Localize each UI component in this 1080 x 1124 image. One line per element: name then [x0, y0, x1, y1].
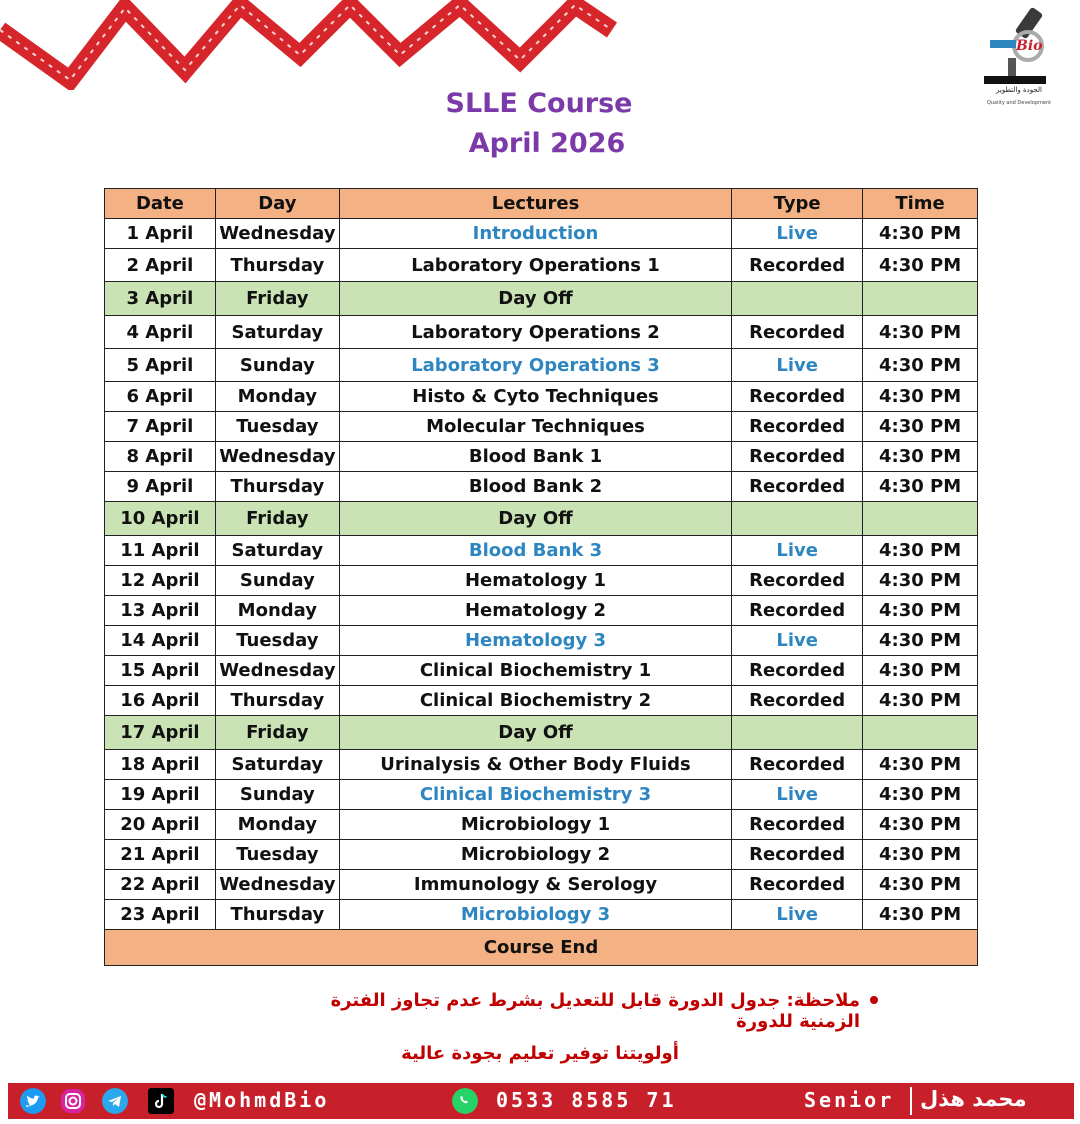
tiktok-icon[interactable]	[148, 1088, 174, 1114]
logo-brand: Bio	[1016, 38, 1043, 54]
cell-lecture: Immunology & Serology	[339, 870, 731, 900]
cell-time: 4:30 PM	[863, 750, 978, 780]
cell-day: Sunday	[215, 566, 339, 596]
table-row	[105, 596, 978, 626]
day-off-row	[105, 282, 978, 316]
cell-lecture: Day Off	[339, 282, 731, 316]
table-row	[105, 412, 978, 442]
cell-time: 4:30 PM	[863, 219, 978, 249]
table-header-row	[105, 189, 978, 219]
cell-lecture: Hematology 3	[339, 626, 731, 656]
cell-date: 9 April	[105, 472, 216, 502]
cell-type	[732, 716, 863, 750]
cell-date: 22 April	[105, 870, 216, 900]
cell-day: Tuesday	[215, 840, 339, 870]
table-row	[105, 780, 978, 810]
table-row	[105, 536, 978, 566]
footer-bar	[8, 1083, 1074, 1119]
table-row	[105, 900, 978, 930]
cell-time: 4:30 PM	[863, 382, 978, 412]
table-row	[105, 810, 978, 840]
cell-type: Recorded	[732, 316, 863, 349]
social-handle[interactable]: @MohmdBio	[194, 1088, 330, 1112]
cell-day: Wednesday	[215, 442, 339, 472]
cell-day: Wednesday	[215, 219, 339, 249]
table-row	[105, 219, 978, 249]
cell-date: 1 April	[105, 219, 216, 249]
cell-date: 2 April	[105, 249, 216, 282]
cell-day: Friday	[215, 716, 339, 750]
cell-date: 16 April	[105, 686, 216, 716]
cell-date: 6 April	[105, 382, 216, 412]
cell-time: 4:30 PM	[863, 596, 978, 626]
cell-day: Friday	[215, 502, 339, 536]
cell-time: 4:30 PM	[863, 626, 978, 656]
cell-time: 4:30 PM	[863, 656, 978, 686]
twitter-icon[interactable]	[20, 1088, 46, 1114]
table-row	[105, 349, 978, 382]
cell-date: 13 April	[105, 596, 216, 626]
cell-type: Recorded	[732, 382, 863, 412]
cell-date: 12 April	[105, 566, 216, 596]
page-title: SLLE Course	[445, 88, 633, 119]
cell-type: Live	[732, 900, 863, 930]
cell-type: Recorded	[732, 810, 863, 840]
cell-date: 18 April	[105, 750, 216, 780]
cell-time: 4:30 PM	[863, 566, 978, 596]
phone-number[interactable]: 0533 8585 71	[496, 1088, 677, 1112]
signature-role: Senior	[804, 1088, 895, 1112]
cell-date: 8 April	[105, 442, 216, 472]
cell-lecture: Laboratory Operations 3	[339, 349, 731, 382]
cell-time: 4:30 PM	[863, 686, 978, 716]
signature-divider	[910, 1087, 912, 1115]
course-end-row	[105, 930, 978, 966]
cell-time: 4:30 PM	[863, 810, 978, 840]
cell-type: Recorded	[732, 686, 863, 716]
cell-type: Recorded	[732, 472, 863, 502]
cell-date: 21 April	[105, 840, 216, 870]
telegram-icon[interactable]	[102, 1088, 128, 1114]
cell-date: 3 April	[105, 282, 216, 316]
cell-lecture: Day Off	[339, 716, 731, 750]
header-type: Type	[732, 189, 863, 219]
decorative-zigzag	[0, 0, 620, 90]
cell-type: Recorded	[732, 750, 863, 780]
header-day: Day	[215, 189, 339, 219]
cell-type: Recorded	[732, 249, 863, 282]
cell-time	[863, 282, 978, 316]
cell-time: 4:30 PM	[863, 349, 978, 382]
logo-caption: الجودة والتطوير	[996, 86, 1042, 94]
cell-type: Live	[732, 780, 863, 810]
cell-type: Recorded	[732, 656, 863, 686]
cell-day: Monday	[215, 596, 339, 626]
schedule-table	[104, 188, 978, 966]
cell-time: 4:30 PM	[863, 780, 978, 810]
table-row	[105, 870, 978, 900]
cell-day: Thursday	[215, 249, 339, 282]
page-subtitle: April 2026	[468, 128, 626, 159]
cell-lecture: Histo & Cyto Techniques	[339, 382, 731, 412]
cell-day: Tuesday	[215, 626, 339, 656]
cell-day: Saturday	[215, 536, 339, 566]
cell-time: 4:30 PM	[863, 536, 978, 566]
cell-day: Wednesday	[215, 870, 339, 900]
cell-lecture: Clinical Biochemistry 3	[339, 780, 731, 810]
cell-lecture: Microbiology 2	[339, 840, 731, 870]
cell-time: 4:30 PM	[863, 870, 978, 900]
signature-name: محمد هذل	[920, 1087, 1027, 1111]
cell-lecture: Laboratory Operations 1	[339, 249, 731, 282]
cell-lecture: Blood Bank 3	[339, 536, 731, 566]
table-row	[105, 686, 978, 716]
instagram-icon[interactable]	[60, 1088, 86, 1114]
cell-type	[732, 502, 863, 536]
schedule-note: ملاحظة: جدول الدورة قابل للتعديل بشرط عدم تجاوز الفترة الزمنية للدورة	[330, 990, 860, 1032]
cell-day: Sunday	[215, 780, 339, 810]
microscope-icon	[978, 4, 1058, 112]
cell-lecture: Microbiology 3	[339, 900, 731, 930]
cell-time: 4:30 PM	[863, 442, 978, 472]
cell-date: 14 April	[105, 626, 216, 656]
header-lectures: Lectures	[339, 189, 731, 219]
cell-lecture: Introduction	[339, 219, 731, 249]
cell-day: Thursday	[215, 900, 339, 930]
cell-lecture: Urinalysis & Other Body Fluids	[339, 750, 731, 780]
cell-date: 19 April	[105, 780, 216, 810]
cell-date: 15 April	[105, 656, 216, 686]
cell-lecture: Laboratory Operations 2	[339, 316, 731, 349]
motto-text: أولويتنا توفير تعليم بجودة عالية	[401, 1043, 679, 1064]
whatsapp-icon[interactable]	[452, 1088, 478, 1114]
cell-lecture: Clinical Biochemistry 1	[339, 656, 731, 686]
table-row	[105, 442, 978, 472]
table-row	[105, 472, 978, 502]
table-row	[105, 750, 978, 780]
cell-time	[863, 502, 978, 536]
cell-day: Saturday	[215, 316, 339, 349]
cell-lecture: Molecular Techniques	[339, 412, 731, 442]
cell-type	[732, 282, 863, 316]
cell-lecture: Day Off	[339, 502, 731, 536]
cell-date: 11 April	[105, 536, 216, 566]
header-time: Time	[863, 189, 978, 219]
cell-type: Live	[732, 349, 863, 382]
cell-time: 4:30 PM	[863, 472, 978, 502]
cell-day: Wednesday	[215, 656, 339, 686]
cell-day: Sunday	[215, 349, 339, 382]
cell-date: 10 April	[105, 502, 216, 536]
cell-type: Recorded	[732, 840, 863, 870]
day-off-row	[105, 502, 978, 536]
cell-day: Tuesday	[215, 412, 339, 442]
cell-lecture: Blood Bank 1	[339, 442, 731, 472]
cell-type: Recorded	[732, 596, 863, 626]
logo-subtitle: Quality and Development	[986, 100, 1052, 106]
cell-type: Recorded	[732, 870, 863, 900]
table-row	[105, 316, 978, 349]
cell-time: 4:30 PM	[863, 249, 978, 282]
table-row	[105, 626, 978, 656]
cell-time: 4:30 PM	[863, 316, 978, 349]
cell-lecture: Clinical Biochemistry 2	[339, 686, 731, 716]
cell-type: Recorded	[732, 566, 863, 596]
table-row	[105, 840, 978, 870]
cell-day: Thursday	[215, 686, 339, 716]
cell-day: Saturday	[215, 750, 339, 780]
cell-type: Live	[732, 536, 863, 566]
cell-day: Friday	[215, 282, 339, 316]
cell-date: 5 April	[105, 349, 216, 382]
cell-time: 4:30 PM	[863, 840, 978, 870]
cell-day: Monday	[215, 810, 339, 840]
cell-type: Recorded	[732, 412, 863, 442]
cell-date: 20 April	[105, 810, 216, 840]
cell-lecture: Hematology 2	[339, 596, 731, 626]
cell-time	[863, 716, 978, 750]
cell-lecture: Blood Bank 2	[339, 472, 731, 502]
cell-type: Live	[732, 219, 863, 249]
cell-type: Recorded	[732, 442, 863, 472]
table-row	[105, 656, 978, 686]
cell-date: 23 April	[105, 900, 216, 930]
note-bullet	[870, 996, 878, 1004]
cell-time: 4:30 PM	[863, 412, 978, 442]
table-row	[105, 566, 978, 596]
cell-day: Monday	[215, 382, 339, 412]
cell-date: 17 April	[105, 716, 216, 750]
cell-lecture: Hematology 1	[339, 566, 731, 596]
cell-time: 4:30 PM	[863, 900, 978, 930]
cell-type: Live	[732, 626, 863, 656]
cell-lecture: Microbiology 1	[339, 810, 731, 840]
header-date: Date	[105, 189, 216, 219]
cell-day: Thursday	[215, 472, 339, 502]
cell-date: 4 April	[105, 316, 216, 349]
table-row	[105, 249, 978, 282]
day-off-row	[105, 716, 978, 750]
table-row	[105, 382, 978, 412]
course-end-label: Course End	[105, 930, 978, 966]
cell-date: 7 April	[105, 412, 216, 442]
